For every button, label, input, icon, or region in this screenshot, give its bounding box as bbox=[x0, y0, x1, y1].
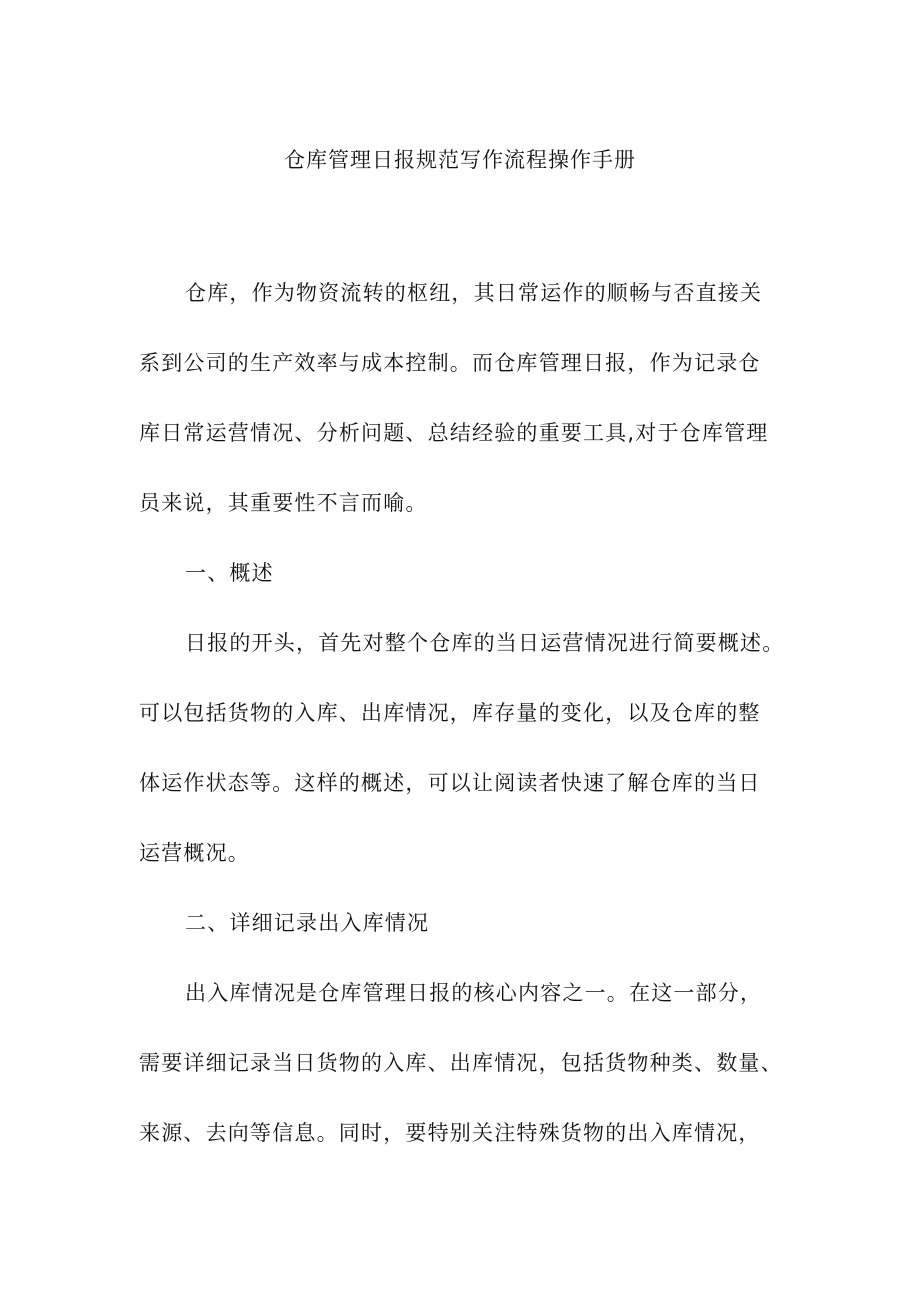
intro-line-3: 库日常运营情况、分析问题、总结经验的重要工具,对于仓库管理 bbox=[139, 421, 769, 445]
intro-line-2: 系到公司的生产效率与成本控制。而仓库管理日报，作为记录仓 bbox=[139, 351, 761, 375]
intro-line-4: 员来说，其重要性不言而喻。 bbox=[139, 491, 428, 515]
section-heading-inout: 二、详细记录出入库情况 bbox=[185, 911, 430, 935]
intro-paragraph bbox=[139, 270, 803, 526]
overview-paragraph bbox=[139, 620, 803, 876]
document-title: 仓库管理日报规范写作流程操作手册 bbox=[284, 148, 636, 172]
overview-line-4: 运营概况。 bbox=[139, 841, 250, 865]
section-heading-overview: 一、概述 bbox=[185, 561, 274, 585]
overview-line-3: 体运作状态等。这样的概述，可以让阅读者快速了解仓库的当日 bbox=[139, 771, 761, 795]
inout-line-1: 出入库情况是仓库管理日报的核心内容之一。在这一部分， bbox=[185, 981, 763, 1005]
overview-line-1: 日报的开头，首先对整个仓库的当日运营情况进行简要概述。 bbox=[185, 631, 785, 655]
inout-paragraph bbox=[139, 970, 803, 1156]
inout-line-3: 来源、去向等信息。同时，要特别关注特殊货物的出入库情况， bbox=[139, 1121, 761, 1145]
document-body bbox=[139, 270, 803, 1180]
intro-line-1: 仓库，作为物资流转的枢纽，其日常运作的顺畅与否直接关 bbox=[185, 281, 763, 305]
inout-line-2: 需要详细记录当日货物的入库、出库情况，包括货物种类、数量、 bbox=[139, 1051, 783, 1075]
overview-line-2: 可以包括货物的入库、出库情况，库存量的变化，以及仓库的整 bbox=[139, 701, 761, 725]
